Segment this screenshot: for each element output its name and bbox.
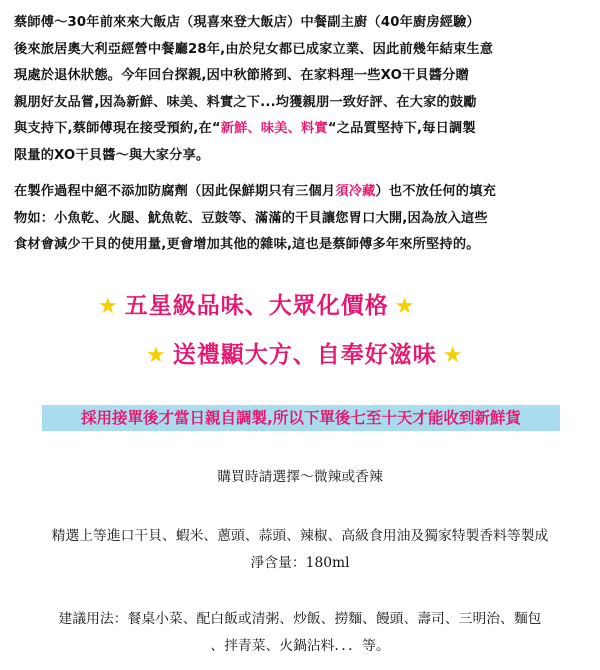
intro-line-3: 現處於退休狀態。今年回台探親,因中秋節將到、在家料理一些XO干貝醬分贈 — [14, 68, 469, 83]
storage-highlight: 須冷藏 — [335, 184, 376, 199]
headline-gift — [140, 336, 469, 369]
process-line-1a: 在製作過程中絕不添加防腐劑（因此保鮮期只有三個月 — [14, 184, 336, 199]
process-paragraph — [14, 179, 590, 259]
intro-line-4: 親朋好友品嘗,因為新鮮、味美、料實之下...均獲親朋一致好評、在大家的鼓勵 — [14, 94, 477, 110]
order-notice-banner: 採用接單後才當日親自調製,所以下單後七至十天才能收到新鮮貨 — [42, 405, 560, 431]
star-icon: ★ — [98, 294, 119, 319]
headline-gift-text: 送禮顯大方、自奉好滋味 — [172, 342, 437, 368]
intro-line-5a: 與支持下,蔡師傅現在接受預約,在“ — [14, 121, 221, 136]
star-icon: ★ — [394, 294, 416, 319]
headline-value — [92, 287, 421, 320]
star-icon: ★ — [442, 343, 464, 368]
headline-value-text: 五星級品味、大眾化價格 — [124, 293, 389, 319]
intro-line-6: 限量的XO干貝醬～與大家分享。 — [14, 147, 210, 163]
intro-line-1: 蔡師傅～30年前來來大飯店（現喜來登大飯店）中餐副主廚（40年廚房經驗） — [14, 15, 480, 30]
net-weight: 淨含量：180ml — [250, 555, 350, 571]
usage-line-1: 建議用法：餐桌小菜、配白飯或清粥、炒飯、撈麵、饅頭、壽司、三明治、麵包 — [58, 611, 542, 627]
flavor-choice: 購買時請選擇～微辣或香辣 — [217, 469, 383, 485]
quality-highlight: 新鮮、味美、料實 — [220, 121, 328, 136]
intro-paragraph — [14, 10, 590, 169]
ingredients-text: 精選上等進口干貝、蝦米、蔥頭、蒜頭、辣椒、高級食用油及獨家特製香料等製成 — [51, 528, 549, 544]
process-line-3: 食材會減少干貝的使用量,更會增加其他的雜味,這也是蔡師傅多年來所堅持的。 — [14, 237, 480, 252]
star-icon: ★ — [146, 343, 167, 368]
process-line-2: 物如：小魚乾、火腿、魷魚乾、豆鼓等、滿滿的干貝讓您胃口大開,因為放入這些 — [14, 210, 488, 226]
intro-line-5b: “之品質堅持下,每日調製 — [327, 121, 476, 136]
process-line-1b: ）也不放任何的填充 — [375, 184, 496, 199]
intro-line-2: 後來旅居奧大利亞經營中餐廳28年,由於兒女都已成家立業、因此前幾年結束生意 — [14, 41, 494, 57]
usage-line-2: 、拌青菜、火鍋沾料．．．等。 — [210, 638, 390, 654]
